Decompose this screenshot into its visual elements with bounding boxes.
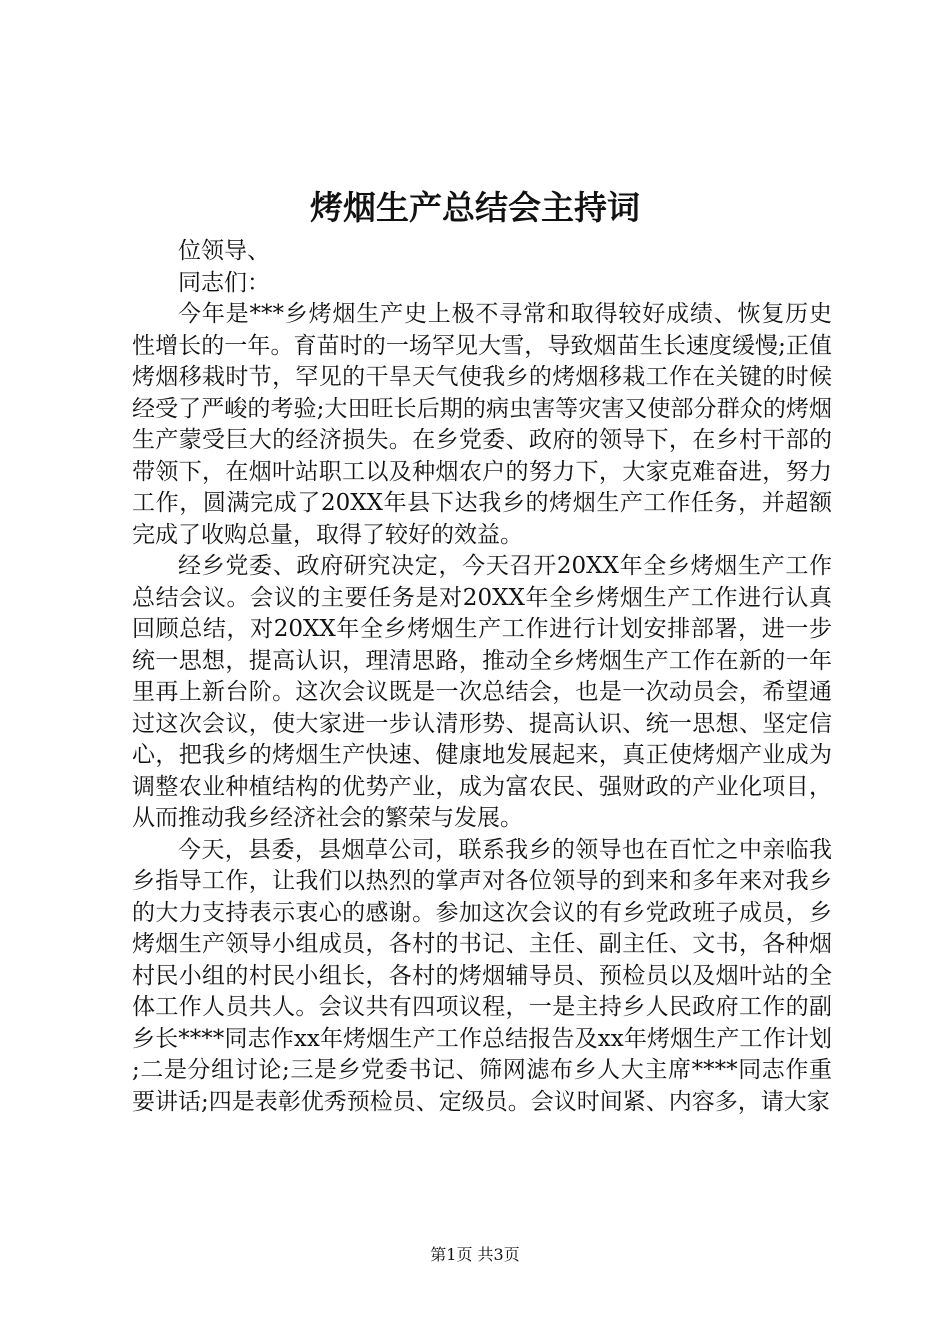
greeting-line: 同志们： — [178, 269, 270, 296]
body-paragraph: 今天，县委，县烟草公司，联系我乡的领导也在百忙之中亲临我乡指导工作，让我们以热烈的掌声对各位领导的到来和多年来对我乡的大力支持表示衷心的感谢。参加这次会议的有乡党政班子成员，乡烤烟生产领导小组成员，各村的书记、主任、副主任、文书，各种烟村民小组的村民小组长，各村的烤烟辅导员、预检员以及烟叶站的全体工作人员共人。会议共有四项议程，一是主持乡人民政府工作的副乡长****同志作xx年烤烟生产工作总结报告及xx年烤烟生产工作计划;二是分组讨论;三是乡党委书记、筛网滤布乡人大主席****同志作重要讲话;四是表彰优秀预检员、定级员。会议时间紧、内容多，请大家 — [132, 836, 832, 1115]
page-number: 第1页 共3页 — [430, 1245, 520, 1264]
body-paragraph: 经乡党委、政府研究决定，今天召开20XX年全乡烤烟生产工作总结会议。会议的主要任务是对20XX年全乡烤烟生产工作进行认真回顾总结，对20XX年全乡烤烟生产工作进行计划安排部署，进一步统一思想，提高认识，理清思路，推动全乡烤烟生产工作在新的一年里再上新台阶。这次会议既是一次总结会，也是一次动员会，希望通过这次会议，使大家进一步认清形势、提高认识、统一思想、坚定信心，把我乡的烤烟生产快速、健康地发展起来，真正使烤烟产业成为调整农业种植结构的优势产业，成为富农民、强财政的产业化项目，从而推动我乡经济社会的繁荣与发展。 — [132, 553, 832, 831]
greeting-line: 位领导、 — [178, 238, 270, 264]
document-body — [132, 236, 832, 1118]
body-paragraph: 今年是***乡烤烟生产史上极不寻常和取得较好成绩、恢复历史性增长的一年。育苗时的一场罕见大雪，导致烟苗生长速度缓慢;正值烤烟移栽时节，罕见的干旱天气使我乡的烤烟移栽工作在关键的时候经受了严峻的考验;大田旺长后期的病虫害等灾害又使部分群众的烤烟生产蒙受巨大的经济损失。在乡党委、政府的领导下，在乡村干部的带领下，在烟叶站职工以及种烟农户的努力下，大家克难奋进，努力工作，圆满完成了20XX年县下达我乡的烤烟生产工作任务，并超额完成了收购总量，取得了较好的效益。 — [132, 301, 832, 548]
document-title: 烤烟生产总结会主持词 — [310, 188, 640, 227]
